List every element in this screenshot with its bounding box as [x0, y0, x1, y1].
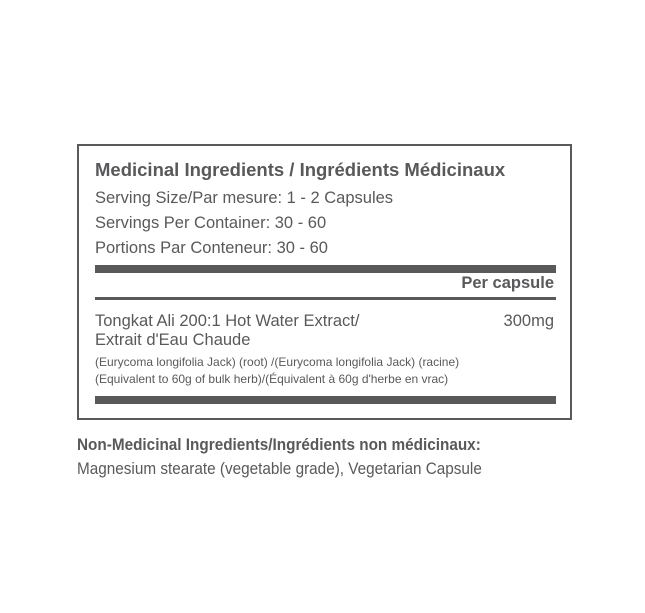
ingredient-equivalent: (Equivalent to 60g of bulk herb)/(Équivalent à 60g d'herbe en vrac)	[95, 372, 449, 386]
serving-size: Serving Size/Par mesure: 1 - 2 Capsules	[95, 189, 394, 207]
non-medicinal-ingredients: Magnesium stearate (vegetable grade), Vegetarian Capsule	[77, 459, 482, 478]
ingredient-name	[95, 312, 359, 350]
servings-per-container: Servings Per Container: 30 - 60	[95, 214, 327, 232]
bottom-divider	[95, 396, 556, 404]
thick-divider	[95, 265, 556, 273]
ingredient-source: (Eurycoma longifolia Jack) (root) /(Eurycoma longifolia Jack) (racine)	[95, 355, 460, 369]
portions-par-conteneur: Portions Par Conteneur: 30 - 60	[95, 239, 328, 257]
thin-divider	[95, 297, 556, 300]
ingredient-name-line1: Tongkat Ali 200:1 Hot Water Extract/	[95, 312, 360, 330]
ingredient-amount: 300mg	[503, 312, 554, 330]
medicinal-ingredients-panel	[77, 144, 572, 420]
medicinal-ingredients-title: Medicinal Ingredients / Ingrédients Médicinaux	[95, 159, 506, 180]
non-medicinal-title: Non-Medicinal Ingredients/Ingrédients non médicinaux:	[77, 435, 481, 454]
ingredient-name-line2: Extrait d'Eau Chaude	[95, 331, 251, 349]
per-capsule-header: Per capsule	[461, 274, 554, 292]
